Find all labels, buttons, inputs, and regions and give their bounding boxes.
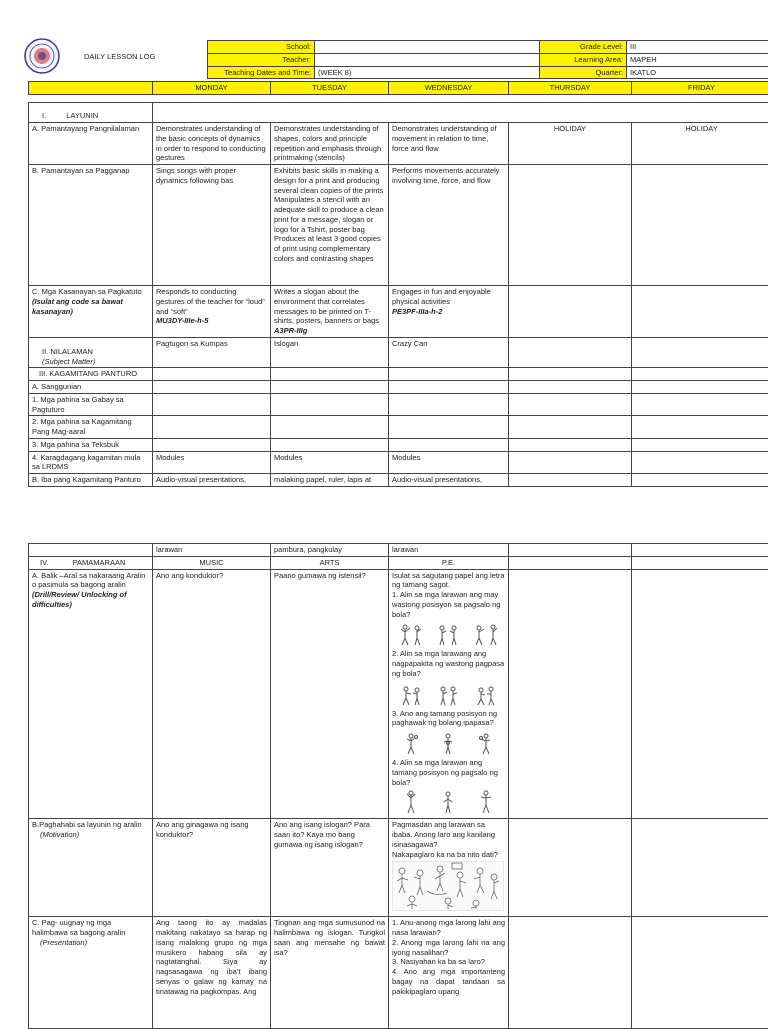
nilalaman-thursday — [509, 337, 632, 368]
row-c-thursday — [509, 286, 632, 338]
row-c-tuesday-cell — [271, 286, 389, 338]
col-pe: P.E. — [389, 556, 509, 569]
balik-aral-intro: Isulat sa sagutang papel ang letra ng tamang sagot. — [392, 571, 505, 591]
iba-pang-wednesday: Audio-visual presentations, — [389, 474, 509, 487]
paghahabi-wednesday: Pagmasdan ang larawan sa ibaba. Anong laro ang kanilang isinasagawa? Nakapaglaro ka na ba nito dati? — [392, 820, 505, 859]
ref4-tuesday: Modules — [271, 451, 389, 474]
day-friday: FRIDAY — [632, 82, 768, 95]
nilalaman-wednesday: Crazy Can — [389, 337, 509, 368]
pag-uugnay-tuesday: Tingnan ang mga sumusunod na halimbawa ng islogan. Tungkol saan ang mensahe ng bawat isa? — [271, 917, 389, 1029]
paghahabi-label: B.Paghahabi sa layunin ng aralin — [32, 820, 149, 830]
layunin-num: I. — [42, 111, 46, 120]
blank-day-cell — [29, 82, 153, 95]
kagamitan-title: III. KAGAMITANG PANTURO — [29, 368, 153, 381]
row-c-wednesday: Engages in fun and enjoyable physical activities — [392, 287, 505, 307]
ref3-label: 3. Mga pahina sa Teksbuk — [29, 438, 153, 451]
iba-pang-label: B. Iba pang Kagamitang Panturo — [29, 474, 153, 487]
pag-uugnay-monday: Ang taong ito ay madalas makitang nakatayo sa harap ng isang malaking grupo ng mga musikero habang sila ay nagtatanghal. Siya ay nagsasagawa ng iba’t ibang senyas o galaw ng kamay na tinatawag na pagkompas. Ang — [153, 917, 271, 1029]
layunin-blank — [153, 103, 768, 123]
row-b-monday: Sings songs with proper dynamics following bas — [153, 165, 271, 286]
nilalaman-num: II. — [42, 347, 48, 356]
quarter-label: Quarter: — [540, 66, 627, 79]
nilalaman-monday: Pagtugon sa Kumpas — [153, 337, 271, 368]
row-c-label: C. Mga Kasanayan sa Pagkatuto — [32, 287, 149, 297]
balik-aral-note: (Drill/Review/ Unlocking of difficulties) — [32, 590, 149, 610]
paghahabi-wednesday-cell — [389, 819, 509, 917]
area-value: MAPEH — [627, 53, 768, 66]
row-b-friday — [632, 165, 768, 286]
catching-figures-image — [392, 621, 505, 647]
ref4-monday: Modules — [153, 451, 271, 474]
row-c-label-cell — [29, 286, 153, 338]
pamamaraan-heading — [29, 556, 153, 569]
day-header-table — [28, 81, 768, 95]
area-label: Learning Area: — [540, 53, 627, 66]
ref4-label: 4. Karagdagang kagamitan mula sa LRDMS — [29, 451, 153, 474]
paghahabi-tuesday: Ano ang isang islogan? Para saan ito? Kaya mo bang gumawa ng isang islogan? — [271, 819, 389, 917]
cont-tuesday: pambura, pangkulay — [271, 544, 389, 557]
nilalaman-tuesday: Islogan — [271, 337, 389, 368]
row-c-wednesday-cell — [389, 286, 509, 338]
pag-uugnay-wednesday-cell — [389, 917, 509, 1029]
iba-pang-tuesday: malaking papel, ruler, lapis at — [271, 474, 389, 487]
nilalaman-friday — [632, 337, 768, 368]
pag-uugnay-q1: 1. Anu-anong mga larong lahi ang nasa larawan? — [392, 918, 505, 938]
day-wednesday: WEDNESDAY — [389, 82, 509, 95]
cont-monday: larawan — [153, 544, 271, 557]
balik-aral-label: A. Balik –Aral sa nakaraang Aralin o pasimula sa bagong aralin — [32, 571, 149, 591]
row-a-wednesday: Demonstrates understanding of movement in relation to time, force and flow — [389, 123, 509, 165]
balik-aral-q1: 1. Alin sa mga larawan ang may wastong posisyon sa pagsalo ng bola? — [392, 590, 505, 619]
iba-pang-monday: Audio-visual presentations, — [153, 474, 271, 487]
grade-label: Grade Level: — [540, 41, 627, 54]
col-music: MUSIC — [153, 556, 271, 569]
row-a-tuesday: Demonstrates understanding of shapes, colors and principle repetition and emphasis through printmaking (stencils) — [271, 123, 389, 165]
balik-aral-label-cell — [29, 569, 153, 819]
row-c-note: (Isulat ang code sa bawat kasanayan) — [32, 297, 149, 317]
row-a-friday: HOLIDAY — [632, 123, 768, 165]
paghahabi-monday: Ano ang ginagawa ng isang konduktor? — [153, 819, 271, 917]
layunin-heading — [29, 103, 153, 123]
balik-aral-monday: Ano ang konduktor? — [153, 569, 271, 819]
nilalaman-title: NILALAMAN — [50, 347, 93, 356]
passing-figures-image — [392, 681, 505, 707]
pag-uugnay-label: C. Pag- uugnay ng mga halimbawa sa bagong aralin — [32, 918, 149, 938]
paghahabi-label-cell — [29, 819, 153, 917]
school-value — [315, 41, 540, 54]
row-c-monday-code: MU3DY-IIIe-h-5 — [156, 316, 267, 326]
grade-value: III — [627, 41, 768, 54]
day-thursday: THURSDAY — [509, 82, 632, 95]
lesson-table-page1 — [28, 102, 768, 487]
row-c-tuesday-code: A3PR-IIIg — [274, 326, 385, 336]
balik-aral-tuesday: Paano gumawa ng istensil? — [271, 569, 389, 819]
deped-seal — [24, 38, 60, 74]
nilalaman-label-cell — [29, 337, 153, 368]
pag-uugnay-q4: 4. Ano ang mga importanteng bagay na dapat tandaan sa pakikipaglaro upang — [392, 967, 505, 996]
pag-uugnay-q3: 3. Nasiyahan ka ba sa laro? — [392, 957, 505, 967]
sanggunian-label: A. Sanggunian — [29, 381, 153, 394]
row-b-thursday — [509, 165, 632, 286]
layunin-title: LAYUNIN — [66, 111, 98, 120]
ref4-wednesday: Modules — [389, 451, 509, 474]
quarter-value: IKATLO — [627, 66, 768, 79]
balik-aral-wednesday-cell — [389, 569, 509, 819]
pag-uugnay-note: (Presentation) — [32, 938, 149, 948]
nilalaman-sub: (Subject Matter) — [32, 357, 149, 367]
holding-figures-image — [392, 730, 505, 756]
row-b-wednesday: Performs movements accurately involving time, force, and flow — [389, 165, 509, 286]
balik-aral-q4: 4. Alin sa mga larawan ang tamang posisyon ng pagsalo ng bola? — [392, 758, 505, 787]
col-arts: ARTS — [271, 556, 389, 569]
dates-value: (WEEK 8) — [315, 66, 540, 79]
row-c-wednesday-code: PE3PF-IIIa-h-2 — [392, 307, 505, 317]
pamamaraan-num: IV. — [40, 558, 48, 567]
row-a-label: A. Pamantayang Pangnilalaman — [29, 123, 153, 165]
pamamaraan-title: PAMAMARAAN — [73, 558, 126, 567]
row-c-monday-cell — [153, 286, 271, 338]
ref1-label: 1. Mga pahina sa Gabay sa Pagtuturo — [29, 393, 153, 416]
row-c-tuesday: Writes a slogan about the environment that correlates messages to be printed on T-shirts, posters, banners or bags — [274, 287, 385, 326]
traditional-games-image — [392, 861, 505, 913]
row-c-friday — [632, 286, 768, 338]
paghahabi-note: (Motivation) — [32, 830, 149, 840]
teacher-label: Teacher: — [208, 53, 315, 66]
teacher-value — [315, 53, 540, 66]
day-monday: MONDAY — [153, 82, 271, 95]
cont-label — [29, 544, 153, 557]
catching-position-image — [392, 789, 505, 815]
balik-aral-q3: 3. Ano ang tamang posisyon ng paghawak ng bolang ipapasa? — [392, 709, 505, 729]
pag-uugnay-q2: 2. Anong mga larong lahi na ang iyong nasalihan? — [392, 938, 505, 958]
row-b-label: B. Pamantayan sa Pagganap — [29, 165, 153, 286]
row-a-thursday: HOLIDAY — [509, 123, 632, 165]
ref2-label: 2. Mga pahina sa Kagamitang Pang Mag-aaral — [29, 416, 153, 439]
dates-label: Teaching Dates and Time: — [208, 66, 315, 79]
row-c-monday: Responds to conducting gestures of the teacher for “loud” and “soft” — [156, 287, 267, 316]
balik-aral-q2: 2. Alin sa mga larawang ang nagpapakita ng wastong pagpasa ng bola? — [392, 649, 505, 678]
row-a-monday: Demonstrates understanding of the basic concepts of dynamics in order to respond to conducting gestures — [153, 123, 271, 165]
row-b-tuesday: Exhibits basic skills in making a design for a print and producing several clean copies of the prints Manipulates a stencil with an adequate skill to produce a clean print for a message, slogan or logo for a Tshirt, poster bag Produces at least 3 good copies of print using complementary colors and contrasting shapes — [271, 165, 389, 286]
school-label: School: — [208, 41, 315, 54]
day-tuesday: TUESDAY — [271, 82, 389, 95]
lesson-table-page2 — [28, 543, 768, 1029]
pag-uugnay-label-cell — [29, 917, 153, 1029]
cont-wednesday: larawan — [389, 544, 509, 557]
header-info-table — [207, 40, 768, 79]
document-title: DAILY LESSON LOG — [84, 52, 155, 61]
